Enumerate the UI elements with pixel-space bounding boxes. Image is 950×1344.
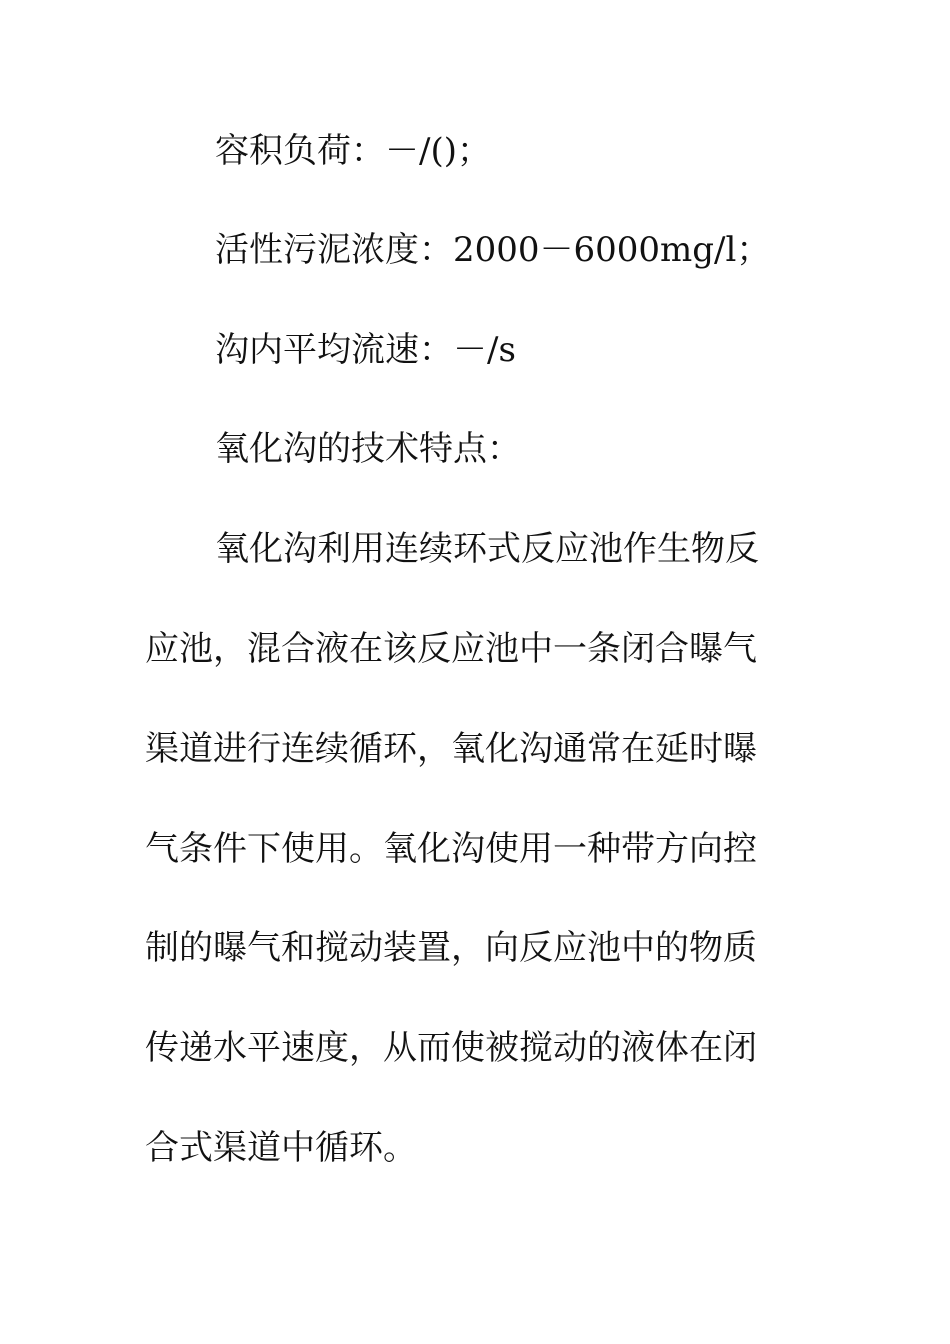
paragraph-line: 合式渠道中循环。 xyxy=(145,1128,417,1168)
section-heading: 氧化沟的技术特点： xyxy=(215,429,521,469)
paragraph-line: 应池，混合液在该反应池中一条闭合曝气 xyxy=(145,629,757,669)
paragraph-line: 氧化沟利用连续环式反应池作生物反 xyxy=(215,529,759,569)
param-sludge-concentration: 活性污泥浓度：2000－6000mg/l； xyxy=(215,230,771,270)
param-mean-velocity: 沟内平均流速：－/s xyxy=(215,330,516,370)
paragraph-line: 渠道进行连续循环，氧化沟通常在延时曝 xyxy=(145,729,757,769)
paragraph-line: 传递水平速度，从而使被搅动的液体在闭 xyxy=(145,1028,757,1068)
param-volume-load: 容积负荷：－/()； xyxy=(215,131,491,171)
paragraph-line: 气条件下使用。氧化沟使用一种带方向控 xyxy=(145,829,757,869)
paragraph-line: 制的曝气和搅动装置，向反应池中的物质 xyxy=(145,928,757,968)
